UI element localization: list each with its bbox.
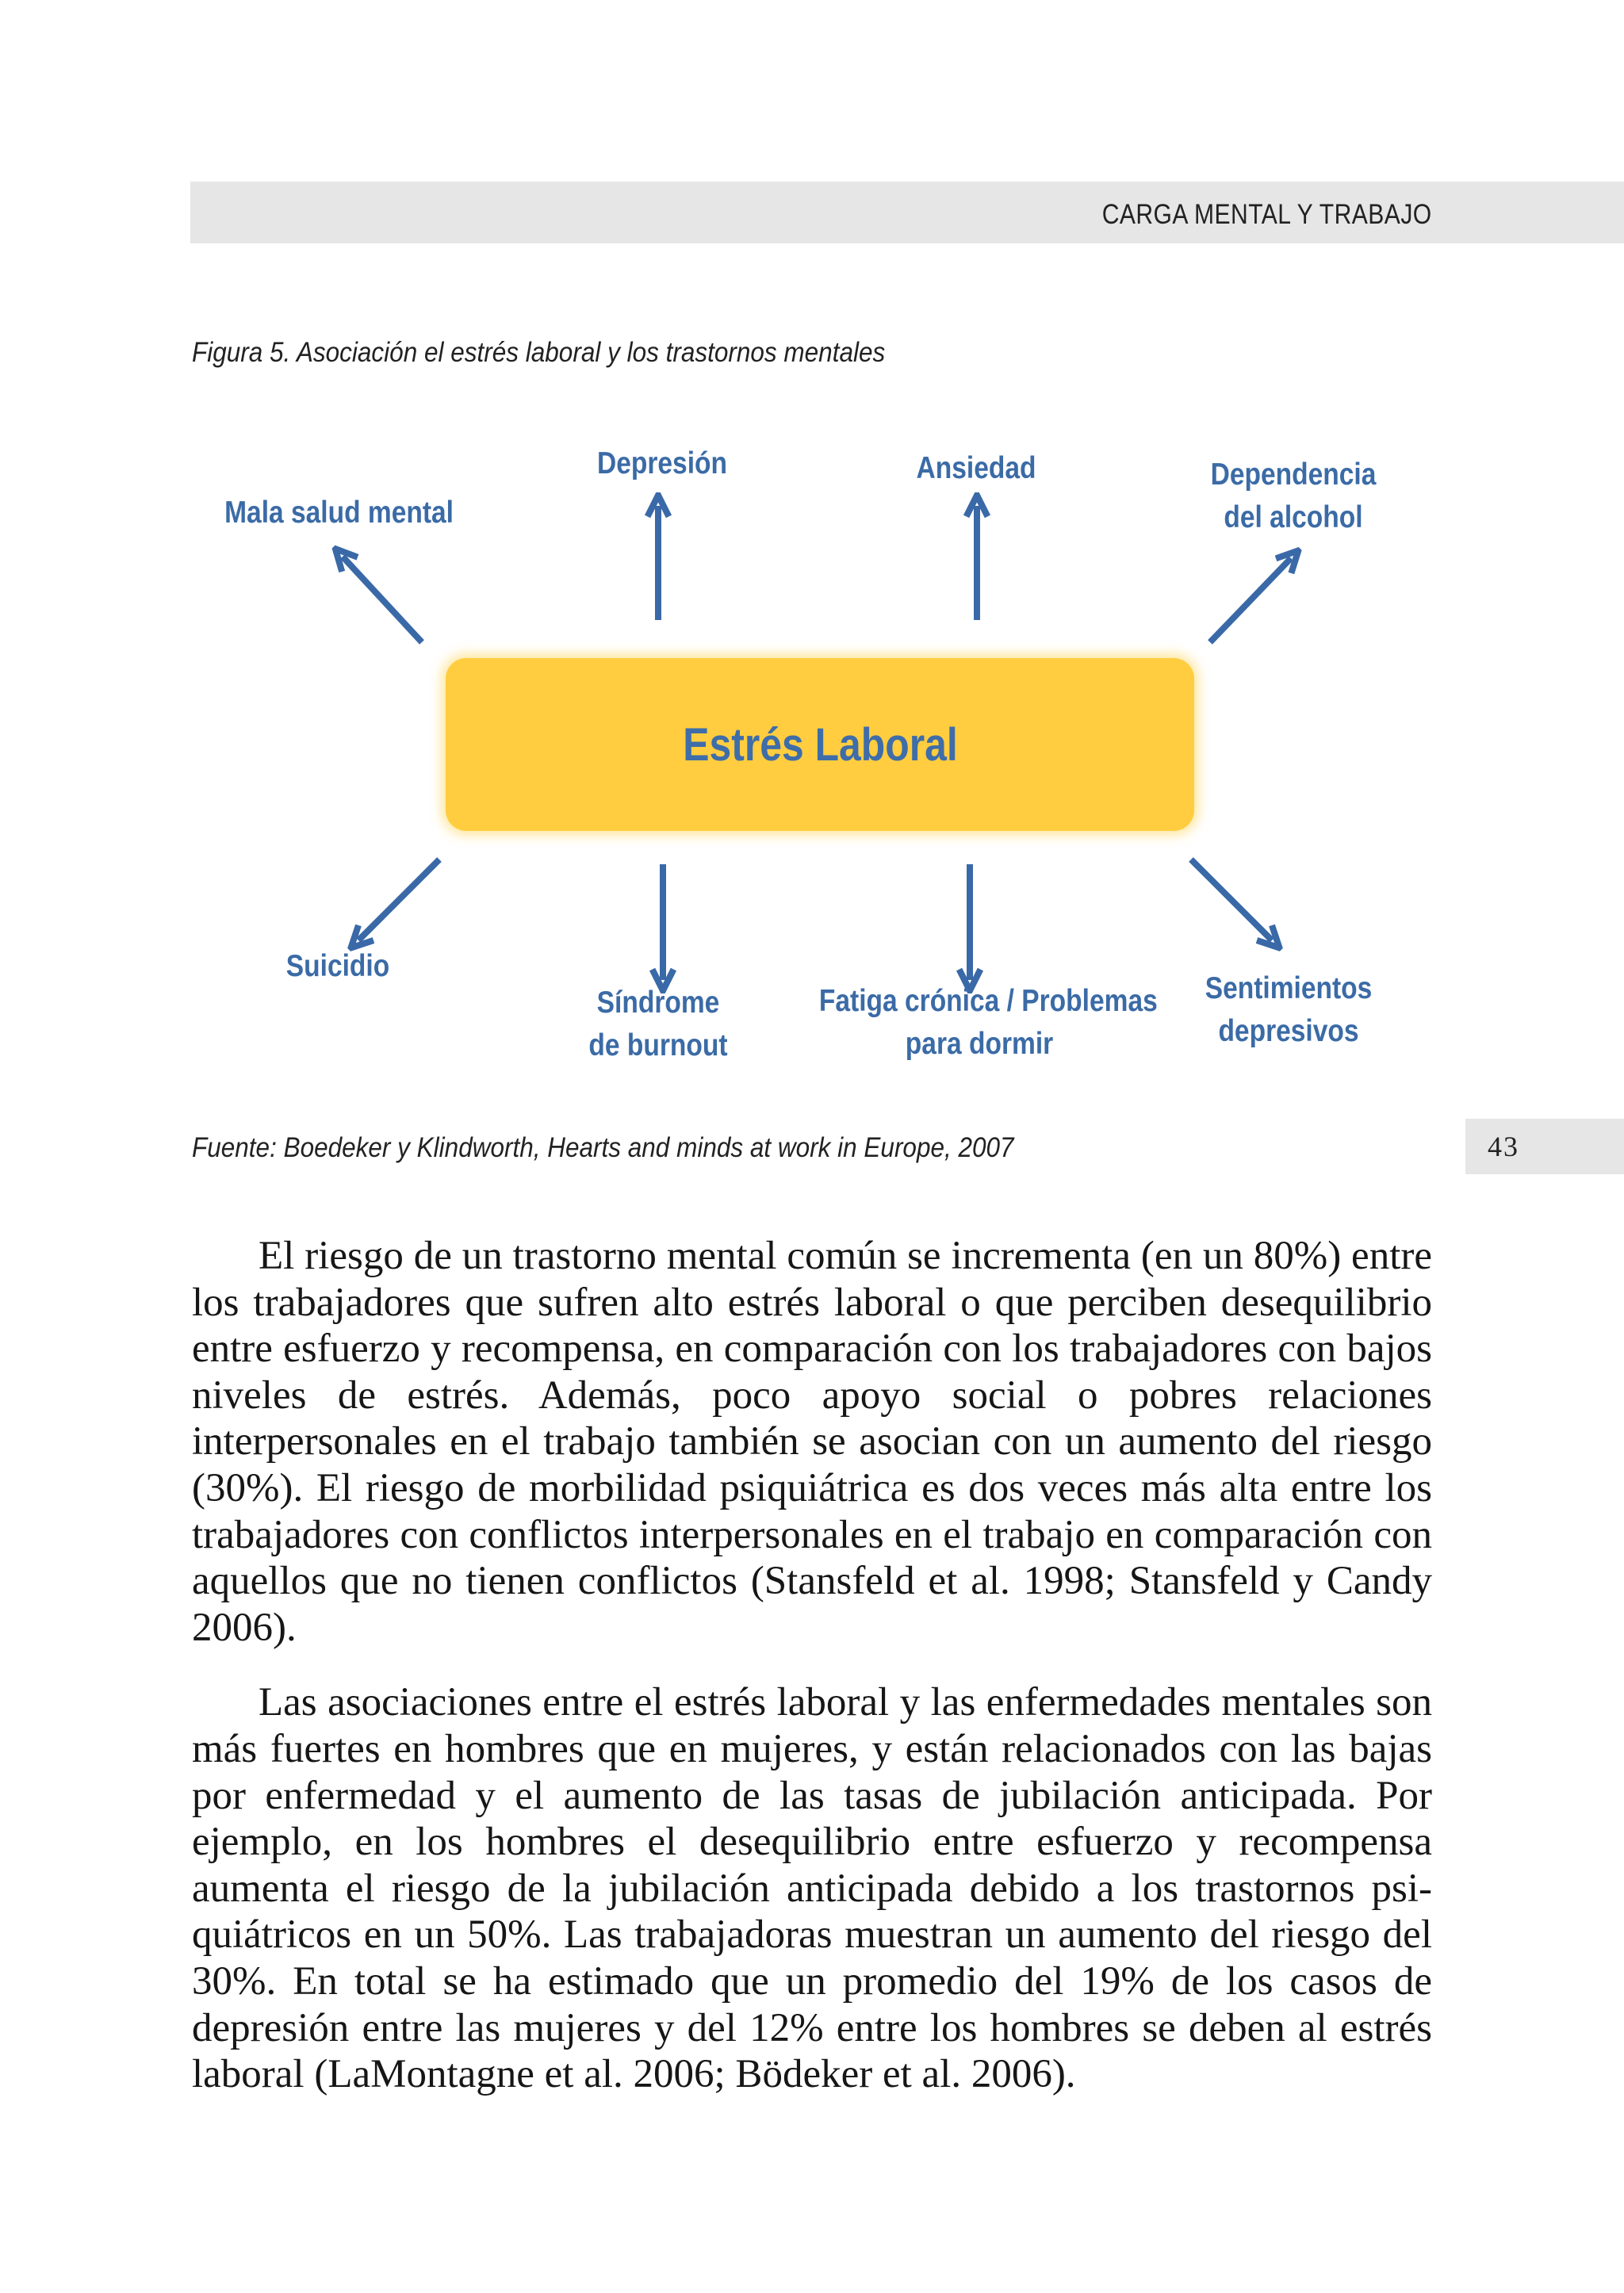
node-ansiedad: Ansiedad xyxy=(916,451,1036,485)
body-text xyxy=(192,1233,1432,2126)
paragraph: El riesgo de un trastorno mental común se incrementa (en un 80%) entre los trabajadores que sufren alto estrés laboral o que perciben desequilibrio entre esfuerzo y recompensa, en comparación con los trabajadores con bajos niveles de estrés. Además, poco apoyo social o pobres relaciones interpersonales en el trabajo también se asocian con un aumento del riesgo (30%). El riesgo de morbilidad psiquiátrica es dos veces más alta entre los trabajadores con conflictos interpersonales en el trabajo en comparación con aquellos que no tienen conflictos (Stansfeld et al. 1998; Stansfeld y Candy 2006). xyxy=(192,1234,1432,1650)
node-sindrome-burnout: Síndrome de burnout xyxy=(588,986,728,1062)
figure-source: Fuente: Boedeker y Klindworth, Hearts and minds at work in Europe, 2007 xyxy=(192,1132,1014,1163)
running-title: CARGA MENTAL Y TRABAJO xyxy=(1102,199,1432,230)
page-number: 43 xyxy=(1488,1131,1519,1162)
running-header xyxy=(190,182,1624,243)
node-mala-salud-mental: Mala salud mental xyxy=(224,496,454,530)
node-depresion: Depresión xyxy=(596,446,728,480)
page-number-tab xyxy=(1465,1119,1624,1174)
paragraph: Las asociaciones entre el estrés laboral y las enfermedades mentales son más fuertes en hombres que en mujeres, y están relacionados con las bajas por enfermedad y el aumento de las tasas de jubilación anticipada. Por ejemplo, en los hombres el desequilibrio entre esfuerzo y recompensa aumenta el riesgo de la jubilación anticipada debido a los trastornos psiquiátricos en un 50%. Las trabajadoras muestran un aumento del riesgo del 30%. En total se ha estimado que un promedio del 19% de los casos de depresión entre las mujeres y del 12% entre los hombres se deben al estrés laboral (LaMontagne et al. 2006; Bödeker et al. 2006). xyxy=(192,1680,1432,2097)
node-dependencia-alcohol: Dependencia del alcohol xyxy=(1210,457,1377,534)
arrow-dependencia-alcohol xyxy=(1210,558,1291,642)
node-sentimientos-depresivos: Sentimientos depresivos xyxy=(1205,971,1373,1048)
stress-diagram xyxy=(198,412,1404,1094)
arrow-sentimientos-depresivos xyxy=(1191,859,1272,940)
arrow-mala-salud-mental xyxy=(343,557,422,642)
estres-laboral-box xyxy=(446,658,1194,831)
node-suicidio: Suicidio xyxy=(285,949,390,983)
figure-caption: Figura 5. Asociación el estrés laboral y los trastornos mentales xyxy=(192,337,886,368)
estres-laboral-label: Estrés Laboral xyxy=(682,718,958,771)
node-fatiga-cronica: Fatiga crónica / Problemas para dormir xyxy=(818,984,1158,1061)
arrow-suicidio xyxy=(358,859,439,940)
